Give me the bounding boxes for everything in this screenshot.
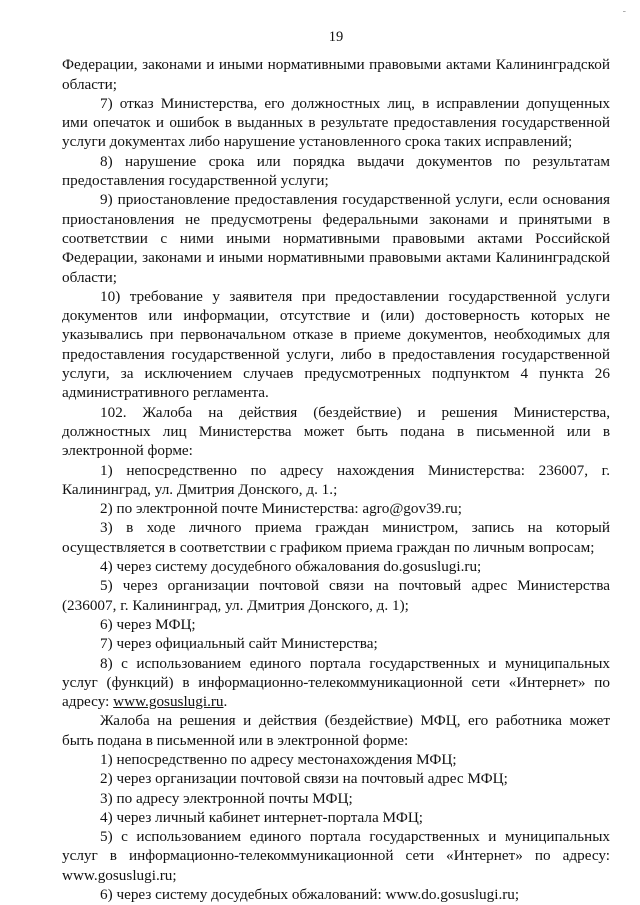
ministry-channel-4: 4) через систему досудебного обжалования do.gosuslugi.ru; <box>100 558 482 576</box>
ministry-channel-8-text: 8) с использованием единого портала государственных и муниципальных услуг (функций) в информационно-телекоммуникационной сети «Интернет» по адресу: <box>62 654 610 711</box>
corner-mark: - <box>622 6 626 17</box>
mfc-channel-1: 1) непосредственно по адресу местонахождения МФЦ; <box>100 750 457 768</box>
page-number: 19 <box>328 29 344 45</box>
ministry-channel-5: 5) через организации почтовой связи на почтовый адрес Министерства (236007, г. Калининград, ул. Дмитрия Донского, д. 1); <box>62 577 610 614</box>
mfc-channel-4: 4) через личный кабинет интернет-портала МФЦ; <box>100 808 424 826</box>
ministry-channel-8-end: . <box>223 693 228 711</box>
list-item-9: 9) приостановление предоставления государственной услуги, если основания приостановления не предусмотрены федеральными законами и принятыми в соответствии с ними иными нормативными правовыми актами Российской Федерации, законами и иными нормативными правовыми актами Калининградской области; <box>62 191 610 286</box>
list-item-7: 7) отказ Министерства, его должностных лиц, в исправлении допущенных ими опечаток и ошибок в выданных в результате предоставления государственной услуги документах либо нарушение установленного срока таких исправлений; <box>62 94 610 151</box>
ministry-channel-3: 3) в ходе личного приема граждан министром, запись на который осуществляется в соответствии с графиком приема граждан по личным вопросам; <box>62 519 610 556</box>
list-item-10: 10) требование у заявителя при предоставлении государственной услуги документов или информации, отсутствие и (или) достоверность которых не указывались при первоначальном отказе в приеме документов, необходимых для предоставления государственной услуги, либо в предоставления государственной услуги, за исключением случаев предусмотренных подпунктом 4 пункта 26 административного регламента. <box>62 287 610 402</box>
paragraph-102: 102. Жалоба на действия (бездействие) и решения Министерства, должностных лиц Министерства может быть подана в письменной или в электронной форме: <box>62 403 610 460</box>
gosuslugi-link[interactable]: www.gosuslugi.ru <box>113 693 224 711</box>
ministry-channel-7: 7) через официальный сайт Министерства; <box>100 635 378 653</box>
mfc-channel-6: 6) через систему досудебных обжалований: www.do.gosuslugi.ru; <box>100 886 520 904</box>
paragraph-continuation: Федерации, законами и иными нормативными правовыми актами Калининградской области; <box>62 56 610 93</box>
list-item-8: 8) нарушение срока или порядка выдачи документов по результатам предоставления государственной услуги; <box>62 152 610 190</box>
ministry-channel-6: 6) через МФЦ; <box>100 615 196 633</box>
ministry-channel-8 <box>62 654 610 712</box>
ministry-channel-1: 1) непосредственно по адресу нахождения Министерства: 236007, г. Калининград, ул. Дмитрия Донского, д. 1.; <box>62 461 610 498</box>
document-page <box>62 28 610 904</box>
mfc-channel-3: 3) по адресу электронной почты МФЦ; <box>100 789 353 807</box>
mfc-complaint-intro: Жалоба на решения и действия (бездействие) МФЦ, его работника может быть подана в письменной или в электронной форме: <box>62 712 610 749</box>
ministry-channel-2: 2) по электронной почте Министерства: agro@gov39.ru; <box>100 500 462 518</box>
mfc-channel-2: 2) через организации почтовой связи на почтовый адрес МФЦ; <box>100 770 508 788</box>
mfc-channel-5: 5) с использованием единого портала государственных и муниципальных услуг в информационно-телекоммуникационной сети «Интернет» по адресу: www.gosuslugi.ru; <box>62 828 610 884</box>
